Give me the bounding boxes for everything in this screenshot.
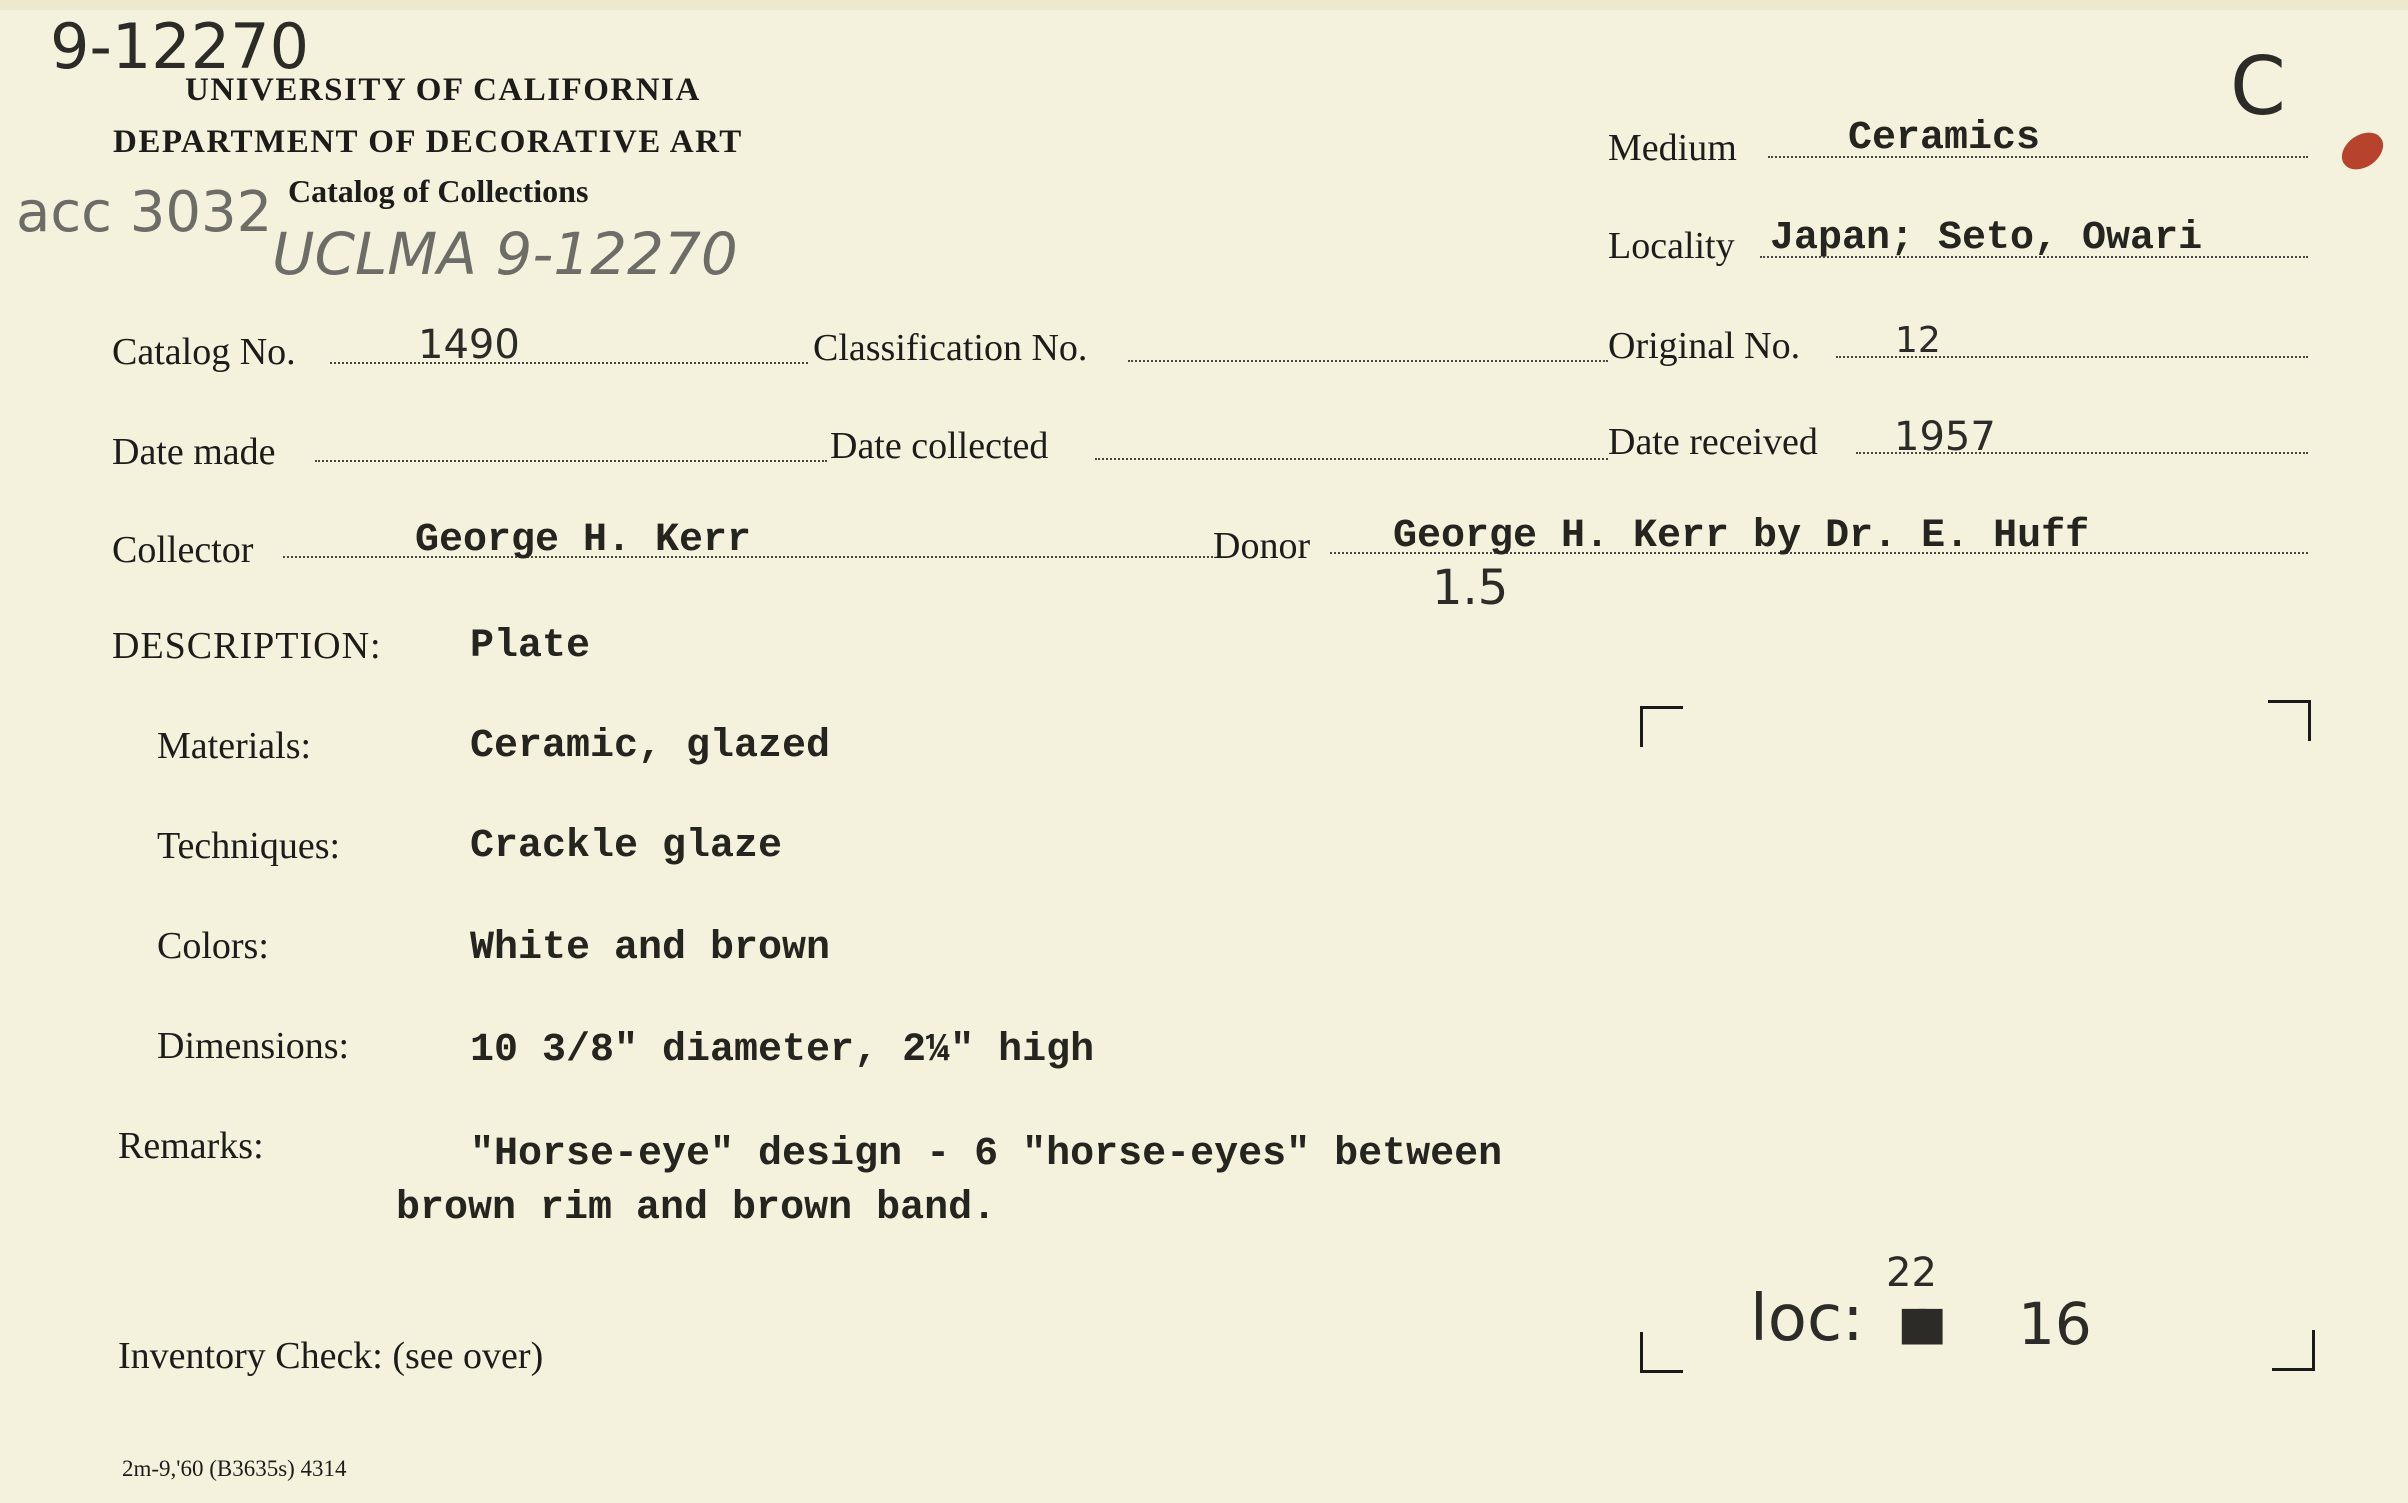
remarks-label: Remarks: (118, 1125, 264, 1167)
handwritten-donor-note: 1.5 (1432, 560, 1509, 616)
catalog-no-value: 1490 (418, 322, 520, 368)
dimensions-value: 10 3/8" diameter, 2¼" high (470, 1028, 1095, 1073)
date-received-value: 1957 (1894, 414, 1996, 460)
corner-mark-bottom-left (1640, 1332, 1683, 1373)
techniques-label: Techniques: (157, 825, 341, 867)
handwritten-loc-mark: ██ (1902, 1310, 1937, 1345)
materials-label: Materials: (157, 725, 312, 767)
department-name: DEPARTMENT OF DECORATIVE ART (113, 124, 743, 160)
donor-value: George H. Kerr by Dr. E. Huff (1393, 514, 2090, 559)
date-collected-label: Date collected (830, 425, 1049, 467)
date-made-label: Date made (112, 431, 276, 473)
date-collected-line (1095, 458, 1608, 460)
colors-label: Colors: (157, 925, 269, 967)
handwritten-loc-label: loc: (1750, 1282, 1864, 1356)
handwritten-uclma-number: UCLMA 9-12270 (272, 220, 738, 288)
classification-no-label: Classification No. (813, 327, 1088, 369)
medium-label: Medium (1608, 127, 1737, 169)
corner-mark-top-left (1640, 706, 1683, 747)
university-name: UNIVERSITY OF CALIFORNIA (185, 72, 701, 108)
collector-label: Collector (112, 529, 254, 571)
print-code: 2m-9,'60 (B3635s) 4314 (122, 1456, 347, 1481)
locality-label: Locality (1608, 225, 1735, 267)
handwritten-loc-top: 22 (1886, 1250, 1937, 1296)
original-no-value: 12 (1895, 320, 1941, 361)
catalog-no-label: Catalog No. (112, 331, 296, 373)
date-received-label: Date received (1608, 421, 1818, 463)
handwritten-top-number: 9-12270 (50, 10, 310, 83)
catalog-subtitle: Catalog of Collections (288, 173, 589, 209)
donor-label: Donor (1213, 525, 1311, 567)
techniques-value: Crackle glaze (470, 824, 783, 869)
classification-no-line (1128, 360, 1608, 362)
collector-value: George H. Kerr (415, 518, 752, 563)
original-no-label: Original No. (1608, 325, 1801, 367)
handwritten-card-letter: C (2230, 40, 2286, 133)
dimensions-label: Dimensions: (157, 1025, 350, 1067)
locality-value: Japan; Seto, Owari (1770, 216, 2203, 261)
red-mark (2335, 125, 2390, 177)
remarks-line-2: brown rim and brown band. (396, 1186, 997, 1231)
remarks-line-1: "Horse-eye" design - 6 "horse-eyes" between (470, 1132, 1503, 1177)
handwritten-acc-number: acc 3032 (16, 180, 273, 245)
medium-value: Ceramics (1848, 116, 2041, 161)
corner-mark-top-right (2268, 700, 2311, 741)
materials-value: Ceramic, glazed (470, 724, 831, 769)
corner-mark-bottom-right (2272, 1330, 2315, 1371)
catalog-no-line (330, 362, 808, 364)
colors-value: White and brown (470, 926, 831, 971)
inventory-check: Inventory Check: (see over) (118, 1335, 544, 1377)
date-made-line (315, 460, 827, 462)
description-label: DESCRIPTION: (112, 625, 382, 667)
description-value: Plate (470, 624, 591, 669)
handwritten-loc-number: 16 (2018, 1290, 2092, 1358)
card-edge (0, 0, 2408, 10)
